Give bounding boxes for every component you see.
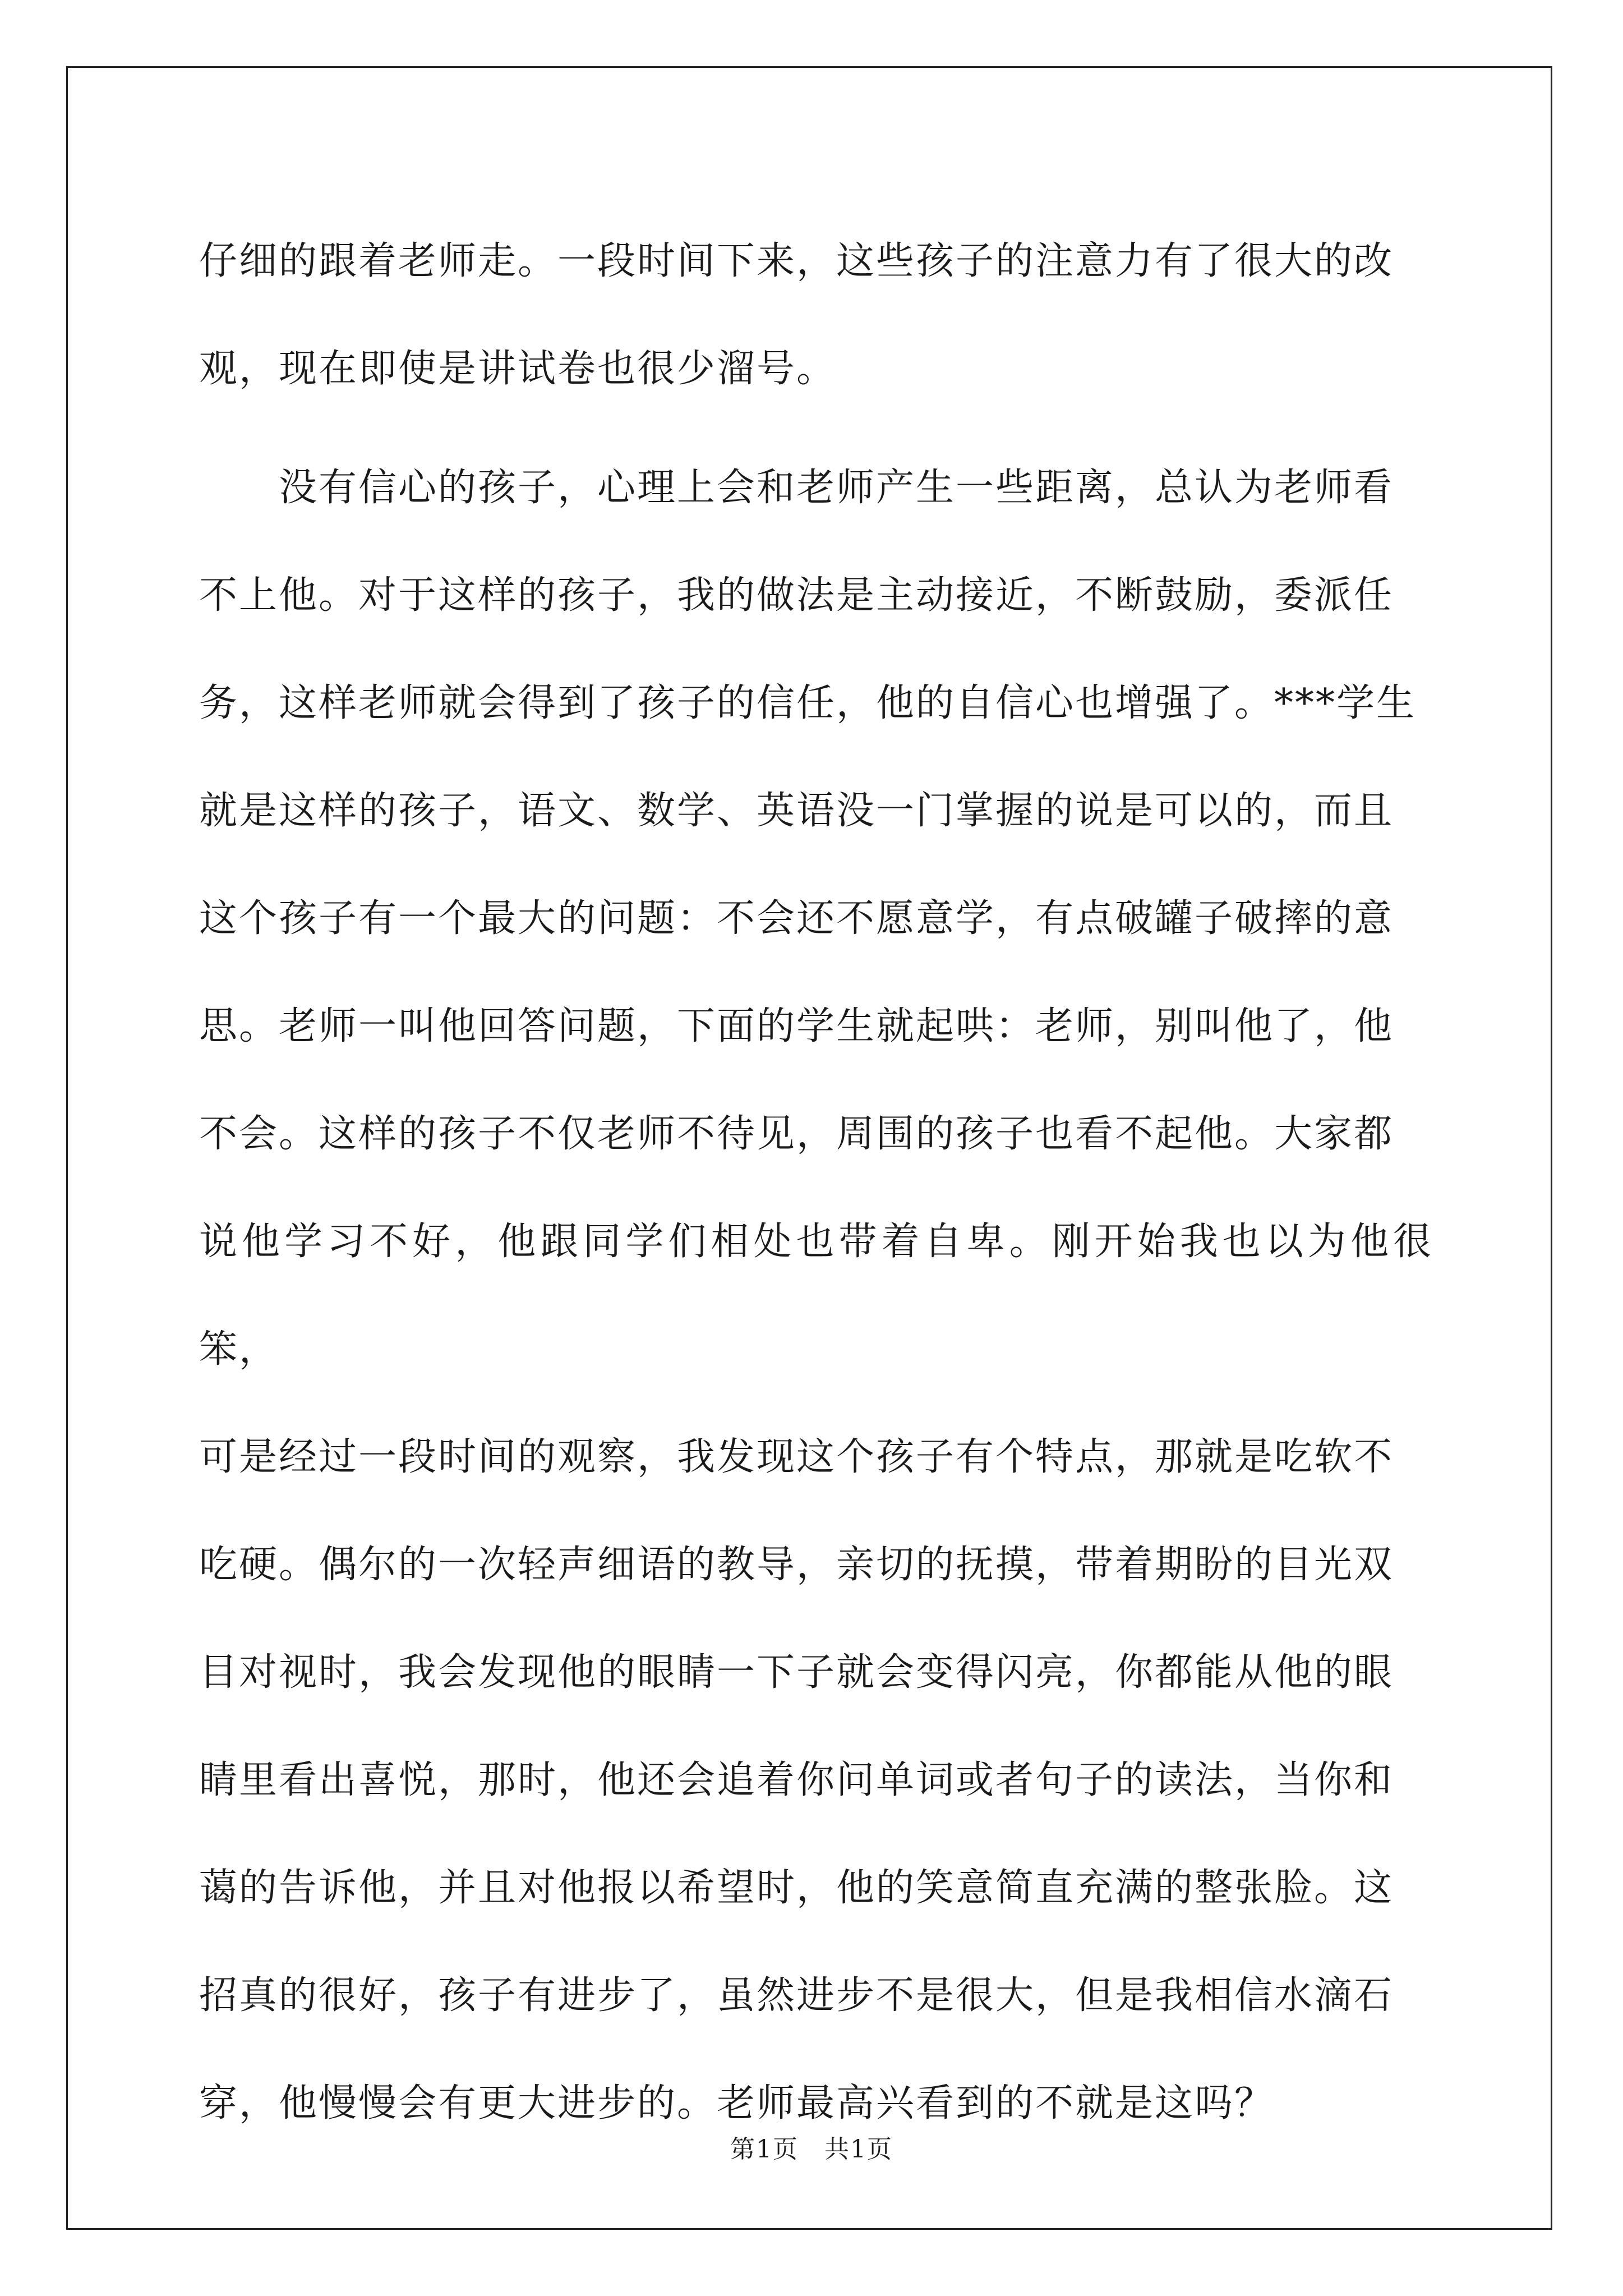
paragraph-2: 没有信心的孩子，心理上会和老师产生一些距离，总认为老师看 不上他。对于这样的孩子，我的做法是主动接近，不断鼓励，委派任 务，这样老师就会得到了孩子的信任，他的自信心也增强了。***学生 就是这样的孩子，语文、数学、英语没一门掌握的说是可以的，而且 这个孩子有一个最大的问题：不会还不愿意学，有点破罐子破摔的意 思。老师一叫他回答问题，下面的学生就起哄：老师，别叫他了，他 不会。这样的孩子不仅老师不待见，周围的孩子也看不起他。大家都 说他学习不好，他跟同学们相处也带着自卑。刚开始我也以为他很笨， 可是经过一段时间的观察，我发现这个孩子有个特点，那就是吃软不 吃硬。偶尔的一次轻声细语的教导，亲切的抚摸，带着期盼的目光双 目对视时，我会发现他的眼睛一下子就会变得闪亮，你都能从他的眼 睛里看出喜悦，那时，他还会追着你问单词或者句子的读法，当你和 蔼的告诉他，并且对他报以希望时，他的笑意简直充满的整张脸。这 招真的很好，孩子有进步了，虽然进步不是很大，但是我相信水滴石 穿，他慢慢会有更大进步的。老师最高兴看到的不就是这吗？ (199, 466, 1433, 2125)
document-body (199, 208, 1433, 2157)
paragraph-1: 仔细的跟着老师走。一段时间下来，这些孩子的注意力有了很大的改 观，现在即使是讲试卷也很少溜号。 (199, 239, 1394, 391)
page-number-footer: 第1页 共1页 (730, 2135, 893, 2164)
